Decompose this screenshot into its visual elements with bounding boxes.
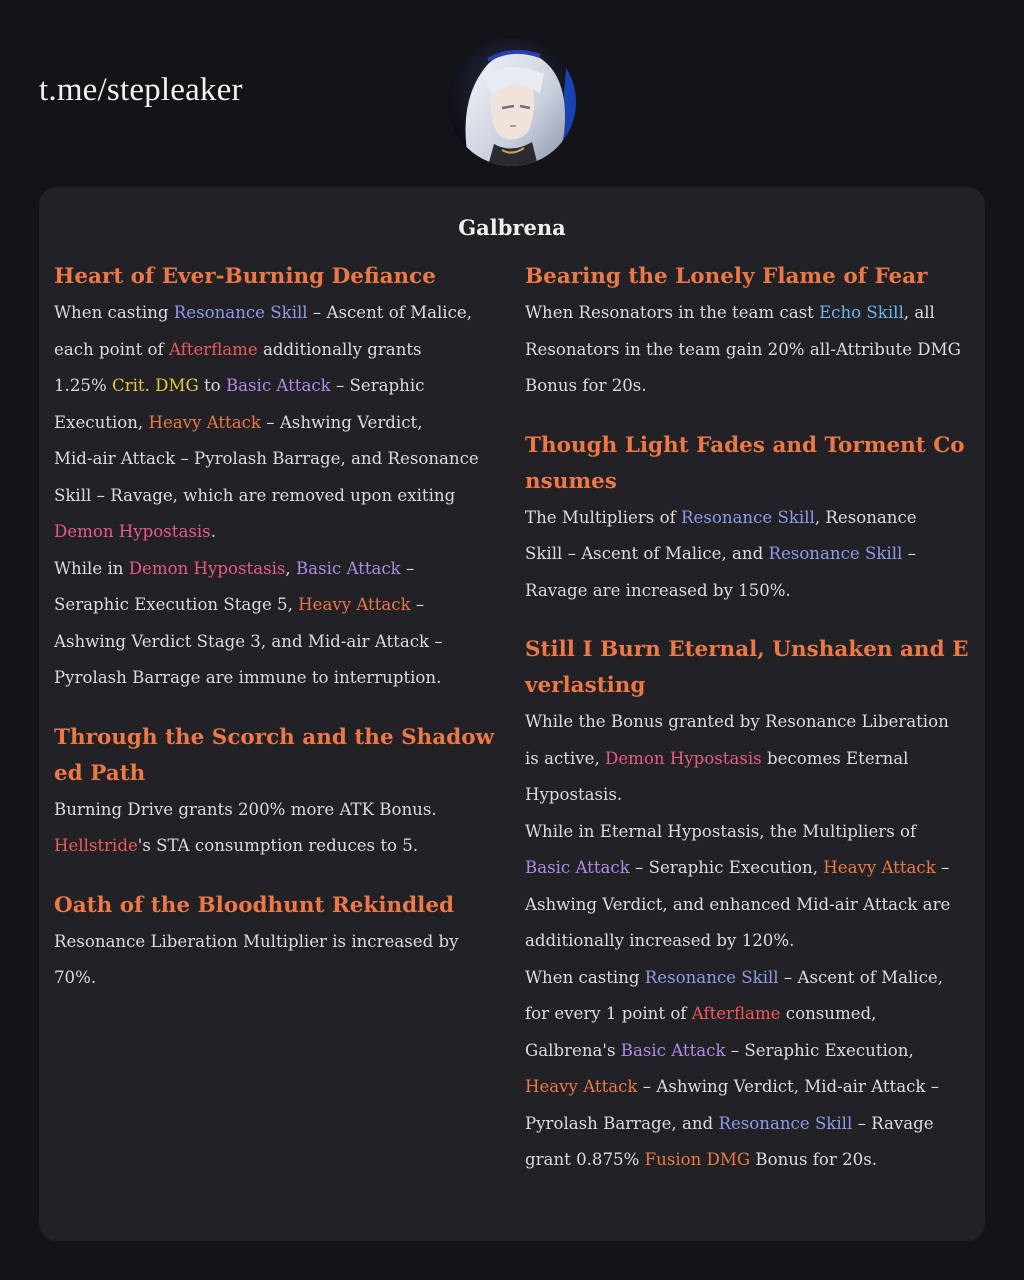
description-text: Galbrena's bbox=[525, 1040, 621, 1060]
description-text: , Resonance bbox=[814, 507, 917, 527]
description-line bbox=[525, 1106, 970, 1143]
character-avatar bbox=[448, 38, 576, 166]
left-column bbox=[54, 259, 504, 1020]
description-text: additionally increased by 120%. bbox=[525, 931, 795, 950]
skill-description bbox=[54, 924, 504, 997]
description-line bbox=[525, 295, 970, 332]
description-text: becomes Eternal bbox=[761, 748, 909, 768]
description-text: consumed, bbox=[780, 1004, 877, 1023]
description-text: Ravage are increased by 150%. bbox=[525, 580, 791, 600]
description-line bbox=[54, 368, 504, 405]
keyword-highlight: Resonance Skill bbox=[768, 544, 903, 563]
description-text: each point of bbox=[54, 339, 169, 359]
description-line bbox=[525, 777, 970, 814]
description-line bbox=[54, 514, 504, 551]
skill-title: Still I Burn Eternal, Unshaken and Everlasting bbox=[525, 637, 969, 698]
description-line bbox=[54, 792, 504, 829]
channel-link[interactable]: t.me/stepleaker bbox=[39, 72, 243, 108]
keyword-highlight: Heavy Attack bbox=[148, 412, 261, 432]
keyword-highlight: Hellstride bbox=[54, 836, 138, 855]
keyword-highlight: Heavy Attack bbox=[823, 858, 936, 877]
description-text: , bbox=[285, 558, 296, 578]
description-text: , all bbox=[903, 303, 935, 322]
keyword-highlight: Demon Hypostasis bbox=[54, 522, 211, 541]
description-text: While in bbox=[54, 558, 129, 578]
skill-description bbox=[54, 792, 504, 865]
description-line bbox=[54, 924, 504, 961]
keyword-highlight: Afterflame bbox=[691, 1004, 781, 1023]
description-text: – Ascent of Malice, bbox=[307, 303, 473, 322]
description-text: Skill – Ascent of Malice, and bbox=[525, 544, 769, 563]
description-text: The Multipliers of bbox=[525, 507, 681, 527]
description-text: Bonus for 20s. bbox=[750, 1150, 878, 1169]
description-text: Mid-air Attack – Pyrolash Barrage, and Resonance bbox=[54, 449, 479, 468]
description-text: – bbox=[902, 544, 916, 563]
keyword-highlight: Heavy Attack bbox=[525, 1077, 638, 1096]
description-text: – Ravage bbox=[852, 1113, 934, 1133]
description-text: additionally grants bbox=[257, 339, 422, 359]
description-line bbox=[525, 1142, 970, 1179]
description-line bbox=[54, 960, 504, 997]
description-text: Resonance Liberation Multiplier is increased by bbox=[54, 931, 459, 951]
description-text: Hypostasis. bbox=[525, 785, 623, 804]
description-text: – bbox=[400, 558, 415, 578]
keyword-highlight: Basic Attack bbox=[525, 858, 630, 877]
description-line bbox=[54, 478, 504, 515]
skill-section bbox=[525, 632, 970, 1179]
description-line bbox=[525, 996, 970, 1033]
skill-section bbox=[54, 259, 504, 697]
keyword-highlight: Afterflame bbox=[168, 339, 258, 359]
keyword-highlight: Basic Attack bbox=[225, 376, 331, 395]
description-text: Ashwing Verdict, and enhanced Mid-air Attack are bbox=[525, 894, 951, 914]
description-line bbox=[54, 660, 504, 697]
skill-section bbox=[525, 259, 970, 405]
avatar-portrait-image bbox=[448, 38, 576, 166]
description-text: When Resonators in the team cast bbox=[525, 303, 820, 322]
description-text: While in Eternal Hypostasis, the Multipliers of bbox=[525, 821, 917, 841]
description-text: – Ascent of Malice, bbox=[778, 967, 944, 987]
description-text: – bbox=[410, 595, 425, 614]
description-line bbox=[525, 1033, 970, 1070]
skill-title: Heart of Ever-Burning Defiance bbox=[54, 264, 436, 289]
description-line bbox=[54, 295, 504, 332]
description-text: to bbox=[198, 376, 226, 395]
description-line bbox=[54, 587, 504, 624]
description-line bbox=[525, 332, 970, 369]
description-line bbox=[525, 923, 970, 960]
description-text: Resonators in the team gain 20% all-Attribute DMG bbox=[525, 339, 961, 359]
skill-description bbox=[525, 704, 970, 1179]
keyword-highlight: Demon Hypostasis bbox=[128, 558, 286, 578]
description-text: . bbox=[210, 522, 216, 541]
description-text: Bonus for 20s. bbox=[525, 376, 647, 395]
description-text: Ashwing Verdict Stage 3, and Mid-air Attack – bbox=[54, 631, 443, 651]
description-text: 70%. bbox=[54, 968, 97, 987]
skill-description bbox=[525, 500, 970, 610]
description-text: Skill – Ravage, which are removed upon exiting bbox=[54, 485, 456, 505]
description-text: – Ashwing Verdict, bbox=[260, 412, 423, 432]
description-line bbox=[525, 850, 970, 887]
description-line bbox=[54, 551, 504, 588]
keyword-highlight: Fusion DMG bbox=[644, 1150, 751, 1169]
keyword-highlight: Basic Attack bbox=[295, 558, 401, 578]
description-line bbox=[54, 405, 504, 442]
description-line bbox=[54, 624, 504, 661]
description-text: – Seraphic Execution, bbox=[629, 858, 824, 877]
keyword-highlight: Resonance Skill bbox=[718, 1113, 853, 1133]
description-line bbox=[525, 573, 970, 610]
description-line bbox=[525, 536, 970, 573]
keyword-highlight: Resonance Skill bbox=[681, 507, 815, 527]
description-text: for every 1 point of bbox=[525, 1004, 692, 1023]
description-text: is active, bbox=[525, 748, 606, 768]
description-text: – Seraphic bbox=[330, 376, 425, 395]
skill-title: Bearing the Lonely Flame of Fear bbox=[525, 264, 928, 289]
skill-title: Through the Scorch and the Shadowed Path bbox=[54, 724, 495, 786]
keyword-highlight: Crit. DMG bbox=[112, 376, 199, 395]
description-line bbox=[525, 960, 970, 997]
description-text: While the Bonus granted by Resonance Liberation bbox=[525, 712, 949, 731]
keyword-highlight: Resonance Skill bbox=[173, 303, 308, 322]
description-line bbox=[525, 368, 970, 405]
keyword-highlight: Resonance Skill bbox=[644, 967, 779, 987]
description-text: When casting bbox=[54, 303, 174, 322]
description-line bbox=[525, 704, 970, 741]
description-text: When casting bbox=[525, 967, 645, 987]
keyword-highlight: Basic Attack bbox=[620, 1040, 726, 1060]
description-text: Pyrolash Barrage are immune to interruption. bbox=[54, 668, 442, 687]
skill-section bbox=[525, 428, 970, 610]
description-text: – bbox=[935, 858, 950, 877]
description-line bbox=[525, 887, 970, 924]
skill-section bbox=[54, 888, 504, 997]
description-line bbox=[525, 741, 970, 778]
description-text: 's STA consumption reduces to 5. bbox=[137, 836, 419, 855]
description-line bbox=[54, 441, 504, 478]
skill-title: Oath of the Bloodhunt Rekindled bbox=[54, 892, 455, 918]
description-line bbox=[525, 500, 970, 537]
description-line bbox=[54, 332, 504, 369]
keyword-highlight: Echo Skill bbox=[819, 303, 904, 322]
description-line bbox=[525, 1069, 970, 1106]
description-text: Seraphic Execution Stage 5, bbox=[54, 595, 299, 614]
description-text: 1.25% bbox=[54, 376, 112, 395]
description-text: – Seraphic Execution, bbox=[725, 1040, 914, 1060]
character-name: Galbrena bbox=[458, 215, 566, 240]
skill-card bbox=[39, 187, 985, 1241]
description-text: Pyrolash Barrage, and bbox=[525, 1113, 719, 1133]
skill-description bbox=[525, 295, 970, 405]
keyword-highlight: Heavy Attack bbox=[298, 595, 411, 614]
skill-section bbox=[54, 720, 504, 865]
description-text: Execution, bbox=[54, 412, 149, 432]
description-text: Burning Drive grants 200% more ATK Bonus. bbox=[54, 799, 437, 819]
skill-title: Though Light Fades and Torment Consumes bbox=[525, 432, 965, 494]
description-line bbox=[54, 828, 504, 865]
keyword-highlight: Demon Hypostasis bbox=[605, 748, 762, 768]
skill-description bbox=[54, 295, 504, 697]
right-column bbox=[525, 259, 970, 1202]
description-text: grant 0.875% bbox=[525, 1150, 645, 1169]
description-line bbox=[525, 814, 970, 851]
description-text: – Ashwing Verdict, Mid-air Attack – bbox=[637, 1077, 940, 1096]
